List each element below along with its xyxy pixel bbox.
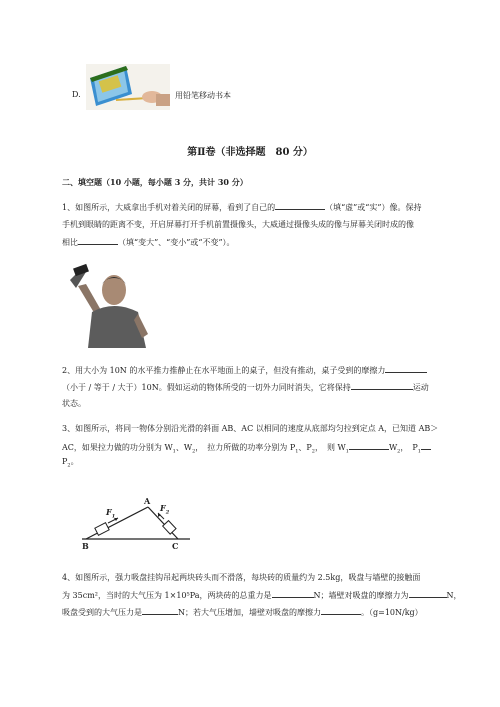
q1-line1 xyxy=(62,201,482,213)
q3-text-a: AC，如果拉力做的功分别为 W xyxy=(62,443,173,452)
q3-period: 。 xyxy=(70,457,79,466)
q1-text-b: （填“虚”或“实”）像。保持 xyxy=(325,203,422,212)
q1-blank-1[interactable] xyxy=(275,201,325,210)
q3-text-b: 、W xyxy=(175,443,193,452)
label-F1-letter: F xyxy=(106,507,112,517)
q2-line1 xyxy=(62,364,482,376)
q4-blank-2[interactable] xyxy=(409,589,447,598)
q3-sub-p2b: 2 xyxy=(67,462,71,469)
q3-sub-w2: 2 xyxy=(192,448,196,455)
q3-text-e: ， 则 W xyxy=(314,443,346,452)
q3-text-g: ， P xyxy=(400,443,418,452)
q2-text-b: （小于 / 等于 / 大于）10N。假如运动的物体所受的一切外力同时消失，它将保持 xyxy=(62,383,351,392)
q3-sub-w2b: 2 xyxy=(397,448,401,455)
q3-sub-w1: 1 xyxy=(172,448,176,455)
q2-line2 xyxy=(62,381,482,393)
q2-text-a: 2、用大小为 10N 的水平推力推静止在水平地面上的桌子，但没有推动，桌子受到的摩擦力 xyxy=(62,366,386,375)
q2-blank-1[interactable] xyxy=(385,364,427,373)
label-F2 xyxy=(160,503,169,516)
q4-blank-3[interactable] xyxy=(142,606,178,615)
label-B: B xyxy=(82,541,89,551)
q4-text-b: N；墙壁对吸盘的摩擦力为 xyxy=(313,591,409,600)
q4-blank-1[interactable] xyxy=(272,589,314,598)
q1-photo xyxy=(62,260,162,348)
option-d-photo xyxy=(86,64,170,110)
q3-line3 xyxy=(62,456,482,472)
section-heading: 二、填空题（10 小题，每小题 3 分，共计 30 分） xyxy=(62,177,248,187)
q4-line1: 4、如图所示，强力吸盘挂钩吊起两块砖头而不滑落，每块砖的质量约为 2.5kg，吸盘与墙壁的接触面 xyxy=(62,573,421,582)
q4-line2 xyxy=(62,589,482,601)
label-C: C xyxy=(172,541,179,551)
option-d-caption: 用铅笔移动书本 xyxy=(175,91,231,100)
incline-ab xyxy=(86,507,148,539)
label-F2-letter: F xyxy=(160,503,166,513)
block-on-ab xyxy=(95,523,109,536)
q4-text-d: 吸盘受到的大气压力是 xyxy=(62,608,142,617)
q1-line2: 手机到眼睛的距离不变，开启屏幕打开手机前置摄像头，大威通过摄像头成的像与屏幕关闭时成的像 xyxy=(62,220,414,229)
q1-text-c: 相比 xyxy=(62,238,78,247)
q1-text-d: （填“变大”、“变小”或“不变”）。 xyxy=(118,238,235,247)
q3-sub-w1b: 1 xyxy=(345,448,349,455)
q4-text-a: 为 35cm²，当时的大气压为 1×10⁵Pa，两块砖的总重力是 xyxy=(62,591,272,600)
label-F1-sub: 1 xyxy=(111,513,116,520)
q3-sub-p2: 2 xyxy=(311,448,315,455)
q2-text-c: 运动 xyxy=(412,383,429,392)
q3-text-d: 、P xyxy=(298,443,312,452)
label-F2-sub: 2 xyxy=(165,509,170,516)
q3-incline-diagram xyxy=(78,497,194,555)
q3-line1: 3、如图所示，将同一物体分别沿光滑的斜面 AB、AC 以相同的速度从底部均匀拉到定点 A，已知道 AB＞ xyxy=(62,424,439,433)
q4-text-f: 。（g=10N/kg） xyxy=(361,608,423,617)
q2-line3: 状态。 xyxy=(62,399,86,408)
q3-text-c: ， 拉力所做的功率分别为 P xyxy=(195,443,296,452)
q4-text-c: N， xyxy=(446,591,462,600)
q3-sub-p1b: 1 xyxy=(417,448,421,455)
q3-blank-2[interactable] xyxy=(421,441,431,450)
q1-blank-2[interactable] xyxy=(78,236,118,245)
part-title: 第Ⅱ卷（非选择题 80 分） xyxy=(187,147,313,158)
q1-text-a: 1、如图所示，大威拿出手机对着关闭的屏幕，看到了自己的 xyxy=(62,203,276,212)
label-A: A xyxy=(144,496,151,506)
q1-line3 xyxy=(62,236,482,248)
block-on-ac xyxy=(163,521,176,535)
label-F1 xyxy=(106,507,115,520)
q3-text-f: W xyxy=(388,443,398,452)
q2-blank-2[interactable] xyxy=(351,381,413,390)
option-d-label: D. xyxy=(72,90,81,99)
q4-text-e: N；若大气压增加，墙壁对吸盘的摩擦力 xyxy=(178,608,321,617)
q3-text-h: P xyxy=(62,457,68,466)
q3-sub-p1: 1 xyxy=(295,448,299,455)
q4-line3 xyxy=(62,606,482,618)
q4-blank-4[interactable] xyxy=(321,606,361,615)
q3-blank-1[interactable] xyxy=(349,441,389,450)
